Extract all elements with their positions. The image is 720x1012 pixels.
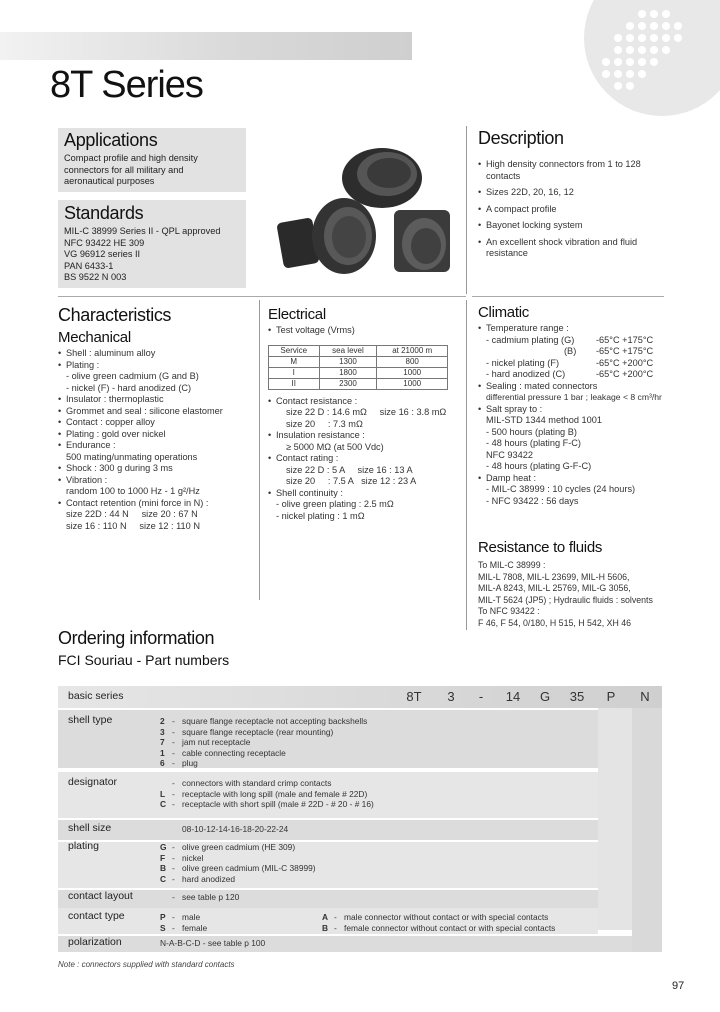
electrical-sub: size 20 : 7.5 A size 12 : 23 A bbox=[286, 476, 417, 486]
electrical-item: • Contact resistance : size 22 D : 14.6 mΩ size 16 : 3.8 mΩ size 20 : 7.3 mΩ bbox=[268, 396, 462, 431]
description-item: • Bayonet locking system bbox=[478, 220, 658, 232]
table-row bbox=[269, 356, 448, 367]
temp-value: -65°C +200°C bbox=[596, 369, 654, 379]
climatic-section bbox=[478, 304, 678, 507]
resistance-section bbox=[478, 539, 678, 629]
shell-size-label: shell size bbox=[68, 822, 112, 834]
applications-line: aeronautical purposes bbox=[64, 176, 155, 186]
table-cell: 2300 bbox=[319, 378, 377, 389]
temp-value: -65°C +200°C bbox=[596, 357, 654, 368]
contact-type-descriptions: male female bbox=[182, 912, 208, 933]
part-number-grid: basic series 8T 3 - 14 G 35 P N shell type 2 3 7 1 6 - - - - - square flange receptacle not accepting backshells square flange receptacle (rear mounting) jam nut receptacle cable connecting receptacle plug designator L C - - - connectors with standard crimp contacts receptacle with long spill (male and female # 22D) receptacle with short spill (male # 22D - # 20 - # 16) shell size 08-10-12-14-16-18-20-22-24 plating G F B C - - - - olive green cadmium (HE 309) nickel olive green cadmium (MIL-C 38999) hard anodized contact layout - see table p 120 contact type P S - - male female A B - - male connector without contact or with special contacts female connector without contact or with special contacts polarization N-A-B-C-D - see table p 100 bbox=[58, 686, 662, 952]
electrical-section bbox=[268, 306, 462, 522]
climatic-item: • Salt spray to : MIL-STD 1344 method 1001 - 500 hours (plating B) - 48 hours (plating F-C) NFC 93422 - 48 hours (plating G-F-C) bbox=[478, 404, 678, 473]
climatic-sub: NFC 93422 bbox=[486, 449, 533, 460]
section-rule bbox=[58, 296, 466, 297]
plating-descriptions: olive green cadmium (HE 309) nickel olive green cadmium (MIL-C 38999) hard anodized bbox=[182, 842, 316, 884]
mechanical-item: • Insulator : thermoplastic bbox=[58, 394, 254, 406]
applications-line: connectors for all military and bbox=[64, 164, 184, 175]
climatic-sub: - NFC 93422 : 56 days bbox=[486, 495, 579, 506]
mechanical-item: • Shock : 300 g during 3 ms bbox=[58, 463, 254, 475]
plating-codes: G F B C bbox=[160, 842, 167, 884]
voltage-table bbox=[268, 345, 448, 390]
resistance-line: To NFC 93422 : bbox=[478, 606, 540, 616]
climatic-sub: - 48 hours (plating G-F-C) bbox=[486, 461, 592, 471]
table-header: at 21000 m bbox=[377, 345, 448, 356]
temp-label: - cadmium plating (G) bbox=[486, 334, 575, 345]
plating-band bbox=[58, 842, 598, 888]
shell-size-band bbox=[58, 820, 598, 840]
electrical-sub: size 20 : 7.3 mΩ bbox=[286, 418, 363, 429]
climatic-sub: - MIL-C 38999 : 10 cycles (24 hours) bbox=[486, 484, 636, 494]
table-row bbox=[269, 367, 448, 378]
code-dash: - bbox=[478, 689, 484, 704]
description-item: • An excellent shock vibration and fluid resistance bbox=[478, 237, 658, 260]
mechanical-item: • Contact : copper alloy bbox=[58, 417, 254, 429]
standards-title: Standards bbox=[64, 203, 144, 223]
column-divider bbox=[466, 300, 467, 630]
temp-value: -65°C +175°C bbox=[596, 334, 654, 345]
description-item: • A compact profile bbox=[478, 204, 658, 216]
characteristics-title: Characteristics bbox=[58, 305, 172, 325]
code-series: 8T bbox=[406, 689, 422, 704]
table-cell: 800 bbox=[377, 356, 448, 367]
column-divider bbox=[466, 126, 467, 294]
temperature-rows bbox=[486, 335, 678, 381]
header-gradient-bar bbox=[0, 32, 412, 60]
mechanical-sub: size 16 : 110 N size 12 : 110 N bbox=[66, 520, 200, 531]
resistance-line: MIL-T 5624 (JP5) ; Hydraulic fluids : solvents bbox=[478, 594, 653, 605]
code-plating: G bbox=[539, 689, 551, 704]
code-polarization: N bbox=[640, 689, 650, 704]
test-voltage-label: • Test voltage (Vrms) bbox=[268, 325, 462, 337]
connector-face-graphic bbox=[570, 0, 720, 120]
mechanical-list bbox=[58, 348, 254, 532]
mechanical-sub: - olive green cadmium (G and B) bbox=[66, 371, 199, 381]
table-row bbox=[269, 378, 448, 389]
contact-type-label: contact type bbox=[68, 910, 125, 922]
mechanical-sub: 500 mating/unmating operations bbox=[66, 451, 198, 462]
code-contact-type: P bbox=[606, 689, 616, 704]
climatic-sub: - 48 hours (plating F-C) bbox=[486, 438, 581, 448]
standard-line: MIL-C 38999 Series II - QPL approved bbox=[64, 226, 221, 236]
contact-layout-label: contact layout bbox=[68, 890, 133, 902]
electrical-item: • Insulation resistance : ≥ 5000 MΩ (at 500 Vdc) bbox=[268, 430, 462, 453]
table-header-row bbox=[269, 345, 448, 356]
contact-layout-value: see table p 120 bbox=[182, 892, 240, 902]
climatic-item: • Sealing : mated connectors differential pressure 1 bar ; leakage < 8 cm³/hr bbox=[478, 381, 678, 404]
temp-label: - hard anodized (C) bbox=[486, 369, 566, 379]
mechanical-item: • Contact retention (mini force in N) : size 22D : 44 N size 20 : 67 N size 16 : 110 N size 12 : 110 N bbox=[58, 498, 254, 533]
plating-label: plating bbox=[68, 840, 99, 852]
table-header: sea level bbox=[319, 345, 377, 356]
table-cell: 1800 bbox=[319, 367, 377, 378]
standards-box bbox=[58, 200, 246, 288]
temp-label: - nickel plating (F) bbox=[486, 357, 560, 368]
contact-type-descriptions-right: male connector without contact or with special contacts female connector without contact or with special contacts bbox=[344, 912, 556, 933]
climatic-item: • Temperature range : - cadmium plating (G) -65°C +175°C (B) -65°C +175°C - nickel plating (F) -65°C +200°C - hard anodized (C) -65°C +200°C bbox=[478, 323, 678, 381]
electrical-item: • Shell continuity : - olive green plating : 2.5 mΩ - nickel plating : 1 mΩ bbox=[268, 488, 462, 523]
basic-series-label: basic series bbox=[68, 690, 124, 702]
applications-title: Applications bbox=[64, 130, 158, 150]
mechanical-item: • Endurance : 500 mating/unmating operations bbox=[58, 440, 254, 463]
stair-column bbox=[632, 708, 662, 952]
resistance-line: MIL-A 8243, MIL-L 25769, MIL-G 3056, bbox=[478, 583, 631, 593]
designator-descriptions: connectors with standard crimp contacts receptacle with long spill (male and female # 22D) receptacle with short spill (male # 22D - # 20 - # 16) bbox=[182, 778, 374, 809]
electrical-sub: - nickel plating : 1 mΩ bbox=[276, 510, 365, 521]
electrical-sub: - olive green plating : 2.5 mΩ bbox=[276, 499, 394, 509]
polarization-value: N-A-B-C-D - see table p 100 bbox=[160, 938, 266, 948]
climatic-list bbox=[478, 323, 678, 507]
resistance-line: F 46, F 54, 0/180, H 515, H 542, XH 46 bbox=[478, 617, 632, 628]
applications-text bbox=[64, 153, 198, 188]
table-cell: I bbox=[269, 367, 320, 378]
page-title: 8T Series bbox=[50, 64, 203, 106]
ordering-title: Ordering information bbox=[58, 628, 215, 648]
shell-type-codes: 2 3 7 1 6 bbox=[160, 716, 165, 768]
temp-value: -65°C +175°C bbox=[596, 346, 654, 356]
resistance-title: Resistance to fluids bbox=[478, 539, 603, 556]
designator-codes: L C bbox=[160, 788, 167, 809]
applications-box bbox=[58, 128, 246, 192]
mechanical-item: • Grommet and seal : silicone elastomer bbox=[58, 406, 254, 418]
resistance-line: To MIL-C 38999 : bbox=[478, 560, 546, 570]
climatic-sub: MIL-STD 1344 method 1001 bbox=[486, 415, 602, 425]
polarization-label: polarization bbox=[68, 936, 122, 948]
code-shell-size: 14 bbox=[505, 689, 521, 704]
standard-line: NFC 93422 HE 309 bbox=[64, 237, 145, 248]
table-header: Service bbox=[269, 345, 320, 356]
table-cell: 1000 bbox=[377, 378, 448, 389]
electrical-sub: ≥ 5000 MΩ (at 500 Vdc) bbox=[286, 441, 384, 452]
electrical-test-voltage bbox=[268, 325, 462, 337]
description-item: • High density connectors from 1 to 128 contacts bbox=[478, 159, 658, 182]
standard-line: VG 96912 series II bbox=[64, 249, 141, 259]
applications-line: Compact profile and high density bbox=[64, 153, 198, 163]
shell-size-value: 08-10-12-14-16-18-20-22-24 bbox=[182, 824, 289, 834]
climatic-item: • Damp heat : - MIL-C 38999 : 10 cycles (24 hours) - NFC 93422 : 56 days bbox=[478, 473, 678, 508]
stair-column bbox=[598, 708, 632, 930]
table-cell: 1000 bbox=[377, 367, 448, 378]
table-cell: II bbox=[269, 378, 320, 389]
table-cell: 1300 bbox=[319, 356, 377, 367]
shell-type-label: shell type bbox=[68, 714, 113, 726]
code-contact-layout: 35 bbox=[569, 689, 585, 704]
page-number: 97 bbox=[672, 980, 685, 992]
mechanical-title: Mechanical bbox=[58, 329, 131, 346]
column-divider bbox=[259, 300, 260, 600]
section-rule bbox=[472, 296, 664, 297]
temp-label: (B) bbox=[564, 346, 577, 356]
connector-product-photo bbox=[262, 138, 462, 298]
electrical-list bbox=[268, 396, 462, 523]
electrical-sub: size 22 D : 5 A size 16 : 13 A bbox=[286, 464, 413, 475]
characteristics-section bbox=[58, 305, 254, 532]
mechanical-item: • Shell : aluminum alloy bbox=[58, 348, 254, 360]
mechanical-item: • Vibration : random 100 to 1000 Hz - 1 g²/Hz bbox=[58, 475, 254, 498]
description-section bbox=[478, 128, 678, 265]
shell-type-descriptions: square flange receptacle not accepting backshells square flange receptacle (rear mounting) jam nut receptacle cable connecting receptacle plug bbox=[182, 716, 368, 768]
code-shell-type: 3 bbox=[447, 689, 455, 704]
resistance-line: MIL-L 7808, MIL-L 23699, MIL-H 5606, bbox=[478, 571, 630, 582]
climatic-title: Climatic bbox=[478, 304, 529, 321]
polarization-band bbox=[58, 936, 632, 952]
climatic-sub: - 500 hours (plating B) bbox=[486, 426, 577, 437]
ordering-note: Note : connectors supplied with standard contacts bbox=[58, 960, 235, 969]
description-item: • Sizes 22D, 20, 16, 12 bbox=[478, 187, 658, 199]
electrical-sub: size 22 D : 14.6 mΩ size 16 : 3.8 mΩ bbox=[286, 407, 447, 417]
ordering-subtitle: FCI Souriau - Part numbers bbox=[58, 652, 230, 668]
electrical-title: Electrical bbox=[268, 306, 326, 323]
electrical-item: • Contact rating : size 22 D : 5 A size 16 : 13 A size 20 : 7.5 A size 12 : 23 A bbox=[268, 453, 462, 488]
mechanical-sub: size 22D : 44 N size 20 : 67 N bbox=[66, 509, 198, 519]
climatic-sub: differential pressure 1 bar ; leakage < 8 cm³/hr bbox=[486, 392, 662, 402]
resistance-list bbox=[478, 560, 678, 629]
mechanical-item: • Plating : gold over nickel bbox=[58, 429, 254, 441]
designator-label: designator bbox=[68, 776, 118, 788]
contact-layout-band bbox=[58, 890, 598, 908]
description-list bbox=[478, 159, 658, 260]
standards-list bbox=[64, 226, 220, 284]
contact-type-codes-right: A B bbox=[322, 912, 329, 933]
mechanical-sub: - nickel (F) - hard anodized (C) bbox=[66, 382, 192, 393]
mechanical-sub: random 100 to 1000 Hz - 1 g²/Hz bbox=[66, 486, 200, 496]
mechanical-item: • Plating : - olive green cadmium (G and B) - nickel (F) - hard anodized (C) bbox=[58, 360, 254, 395]
table-cell: M bbox=[269, 356, 320, 367]
standard-line: PAN 6433-1 bbox=[64, 260, 114, 271]
description-title: Description bbox=[478, 128, 564, 148]
contact-type-codes: P S bbox=[160, 912, 166, 933]
standard-line: BS 9522 N 003 bbox=[64, 272, 127, 282]
